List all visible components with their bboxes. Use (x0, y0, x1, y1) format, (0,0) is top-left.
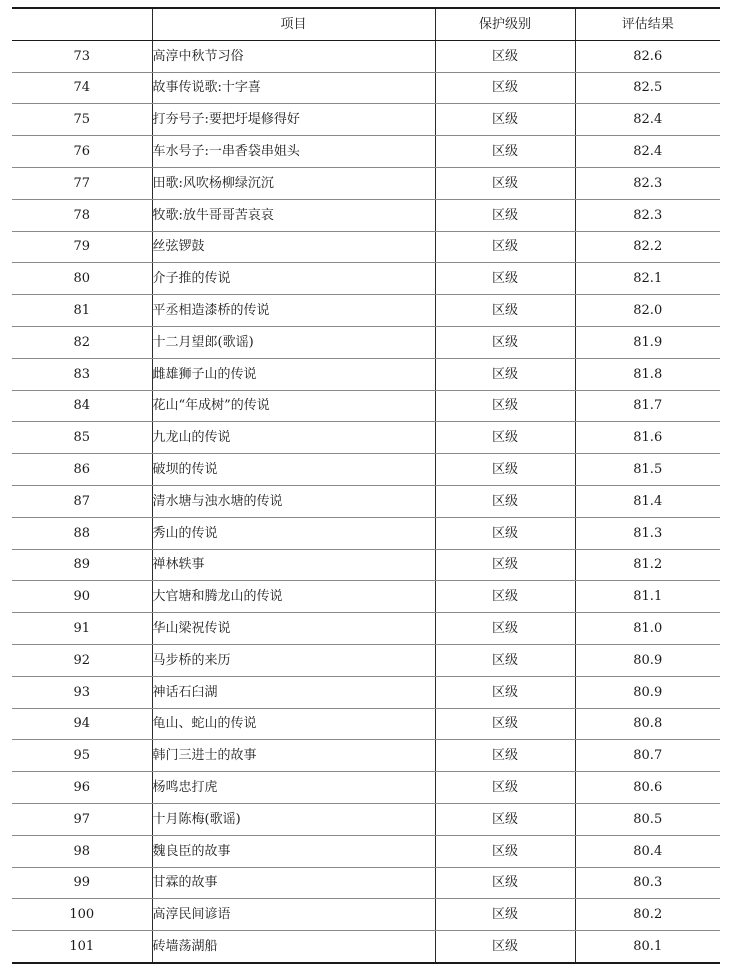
evaluation-score: 81.2 (575, 549, 720, 581)
table-row (12, 390, 720, 422)
protection-level: 区级 (435, 517, 575, 549)
evaluation-score: 82.4 (575, 104, 720, 136)
table-row (12, 835, 720, 867)
row-number: 91 (12, 613, 152, 645)
item-name: 车水号子:一串香袋串姐头 (152, 136, 435, 168)
protection-level: 区级 (435, 772, 575, 804)
table-row (12, 867, 720, 899)
item-name: 花山“年成树”的传说 (152, 390, 435, 422)
row-number: 77 (12, 167, 152, 199)
header-item: 项目 (152, 8, 435, 40)
table-row (12, 708, 720, 740)
table-body (12, 40, 720, 963)
row-number: 74 (12, 72, 152, 104)
item-name: 平丞相造漆桥的传说 (152, 295, 435, 327)
protection-level: 区级 (435, 613, 575, 645)
item-name: 打夯号子:要把圩堤修得好 (152, 104, 435, 136)
evaluation-score: 81.8 (575, 358, 720, 390)
table-row (12, 263, 720, 295)
protection-level: 区级 (435, 231, 575, 263)
row-number: 94 (12, 708, 152, 740)
row-number: 79 (12, 231, 152, 263)
protection-level: 区级 (435, 803, 575, 835)
row-number: 76 (12, 136, 152, 168)
row-number: 101 (12, 931, 152, 963)
evaluation-score: 80.2 (575, 899, 720, 931)
table-row (12, 422, 720, 454)
item-name: 介子推的传说 (152, 263, 435, 295)
row-number: 75 (12, 104, 152, 136)
evaluation-score: 82.6 (575, 40, 720, 72)
table-row (12, 581, 720, 613)
item-name: 魏良臣的故事 (152, 835, 435, 867)
evaluation-score: 80.7 (575, 740, 720, 772)
table-row (12, 549, 720, 581)
row-number: 95 (12, 740, 152, 772)
table-row (12, 199, 720, 231)
table-row (12, 104, 720, 136)
item-name: 杨鸣忠打虎 (152, 772, 435, 804)
protection-level: 区级 (435, 485, 575, 517)
row-number: 99 (12, 867, 152, 899)
protection-level: 区级 (435, 867, 575, 899)
row-number: 96 (12, 772, 152, 804)
item-name: 秀山的传说 (152, 517, 435, 549)
evaluation-score: 82.4 (575, 136, 720, 168)
table-row (12, 326, 720, 358)
row-number: 89 (12, 549, 152, 581)
evaluation-score: 82.0 (575, 295, 720, 327)
item-name: 禅林轶事 (152, 549, 435, 581)
row-number: 78 (12, 199, 152, 231)
protection-level: 区级 (435, 40, 575, 72)
row-number: 98 (12, 835, 152, 867)
table-row (12, 485, 720, 517)
item-name: 田歌:风吹杨柳绿沉沉 (152, 167, 435, 199)
evaluation-score: 80.4 (575, 835, 720, 867)
protection-level: 区级 (435, 644, 575, 676)
table-row (12, 644, 720, 676)
evaluation-score: 81.0 (575, 613, 720, 645)
evaluation-score: 80.5 (575, 803, 720, 835)
item-name: 丝弦锣鼓 (152, 231, 435, 263)
table-row (12, 136, 720, 168)
row-number: 82 (12, 326, 152, 358)
item-name: 九龙山的传说 (152, 422, 435, 454)
row-number: 93 (12, 676, 152, 708)
item-name: 清水塘与浊水塘的传说 (152, 485, 435, 517)
evaluation-score: 82.3 (575, 199, 720, 231)
evaluation-score: 81.3 (575, 517, 720, 549)
row-number: 88 (12, 517, 152, 549)
table-header (12, 8, 720, 40)
table-row (12, 358, 720, 390)
evaluation-score: 81.6 (575, 422, 720, 454)
row-number: 97 (12, 803, 152, 835)
item-name: 雌雄狮子山的传说 (152, 358, 435, 390)
evaluation-score: 80.9 (575, 676, 720, 708)
protection-level: 区级 (435, 422, 575, 454)
item-name: 华山梁祝传说 (152, 613, 435, 645)
protection-level: 区级 (435, 676, 575, 708)
header-evaluation-result: 评估结果 (575, 8, 720, 40)
row-number: 84 (12, 390, 152, 422)
table-row (12, 295, 720, 327)
protection-level: 区级 (435, 199, 575, 231)
protection-level: 区级 (435, 931, 575, 963)
protection-level: 区级 (435, 740, 575, 772)
protection-level: 区级 (435, 263, 575, 295)
protection-level: 区级 (435, 104, 575, 136)
table-row (12, 931, 720, 963)
protection-level: 区级 (435, 581, 575, 613)
item-name: 高淳中秋节习俗 (152, 40, 435, 72)
evaluation-score: 81.5 (575, 454, 720, 486)
evaluation-score: 81.9 (575, 326, 720, 358)
item-name: 神话石臼湖 (152, 676, 435, 708)
item-name: 甘霖的故事 (152, 867, 435, 899)
evaluation-score: 81.4 (575, 485, 720, 517)
item-name: 马步桥的来历 (152, 644, 435, 676)
row-number: 80 (12, 263, 152, 295)
item-name: 故事传说歌:十字喜 (152, 72, 435, 104)
table-row (12, 167, 720, 199)
table-row (12, 613, 720, 645)
protection-level: 区级 (435, 326, 575, 358)
row-number: 87 (12, 485, 152, 517)
row-number: 100 (12, 899, 152, 931)
evaluation-score: 82.3 (575, 167, 720, 199)
protection-level: 区级 (435, 835, 575, 867)
protection-level: 区级 (435, 295, 575, 327)
table-row (12, 772, 720, 804)
item-name: 十月陈梅(歌谣) (152, 803, 435, 835)
table-row (12, 72, 720, 104)
item-name: 破坝的传说 (152, 454, 435, 486)
heritage-evaluation-table (12, 7, 720, 964)
protection-level: 区级 (435, 549, 575, 581)
table-row (12, 899, 720, 931)
item-name: 龟山、蛇山的传说 (152, 708, 435, 740)
evaluation-score: 81.7 (575, 390, 720, 422)
protection-level: 区级 (435, 358, 575, 390)
evaluation-score: 82.2 (575, 231, 720, 263)
evaluation-score: 82.5 (575, 72, 720, 104)
row-number: 86 (12, 454, 152, 486)
evaluation-score: 80.3 (575, 867, 720, 899)
evaluation-score: 80.8 (575, 708, 720, 740)
header-protection-level: 保护级别 (435, 8, 575, 40)
evaluation-score: 80.6 (575, 772, 720, 804)
table-row (12, 40, 720, 72)
table-row (12, 740, 720, 772)
evaluation-score: 81.1 (575, 581, 720, 613)
protection-level: 区级 (435, 72, 575, 104)
table-row (12, 676, 720, 708)
item-name: 高淳民间谚语 (152, 899, 435, 931)
row-number: 92 (12, 644, 152, 676)
protection-level: 区级 (435, 136, 575, 168)
row-number: 73 (12, 40, 152, 72)
table-row (12, 517, 720, 549)
evaluation-score: 82.1 (575, 263, 720, 295)
header-row (12, 8, 720, 40)
item-name: 十二月望郎(歌谣) (152, 326, 435, 358)
protection-level: 区级 (435, 390, 575, 422)
protection-level: 区级 (435, 454, 575, 486)
row-number: 90 (12, 581, 152, 613)
row-number: 81 (12, 295, 152, 327)
item-name: 牧歌:放牛哥哥苦哀哀 (152, 199, 435, 231)
header-number (12, 8, 152, 40)
table-row (12, 231, 720, 263)
row-number: 85 (12, 422, 152, 454)
protection-level: 区级 (435, 167, 575, 199)
table-row (12, 454, 720, 486)
evaluation-score: 80.9 (575, 644, 720, 676)
item-name: 韩门三进士的故事 (152, 740, 435, 772)
protection-level: 区级 (435, 899, 575, 931)
item-name: 砖墙荡湖船 (152, 931, 435, 963)
protection-level: 区级 (435, 708, 575, 740)
item-name: 大官塘和腾龙山的传说 (152, 581, 435, 613)
evaluation-score: 80.1 (575, 931, 720, 963)
table-row (12, 803, 720, 835)
row-number: 83 (12, 358, 152, 390)
